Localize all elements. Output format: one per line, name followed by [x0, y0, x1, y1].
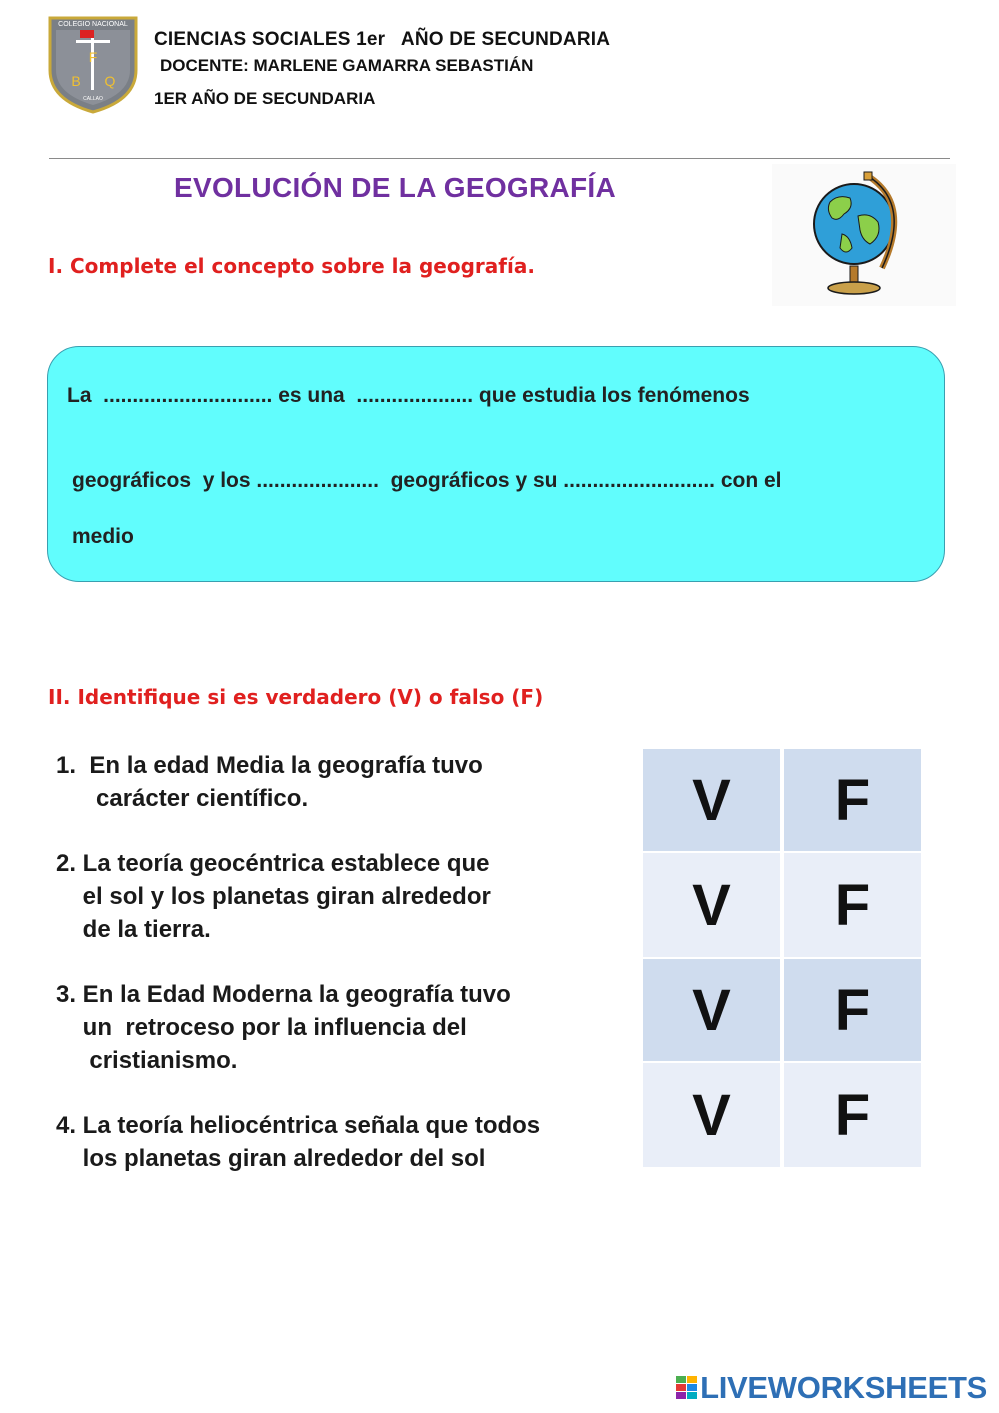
concept-line-1: La ............................. es una .................... que estudia los fenómenos: [67, 384, 750, 407]
statement-1: 1. En la edad Media la geografía tuvo carácter científico.: [56, 752, 483, 812]
header-divider: [49, 158, 950, 159]
svg-text:COLEGIO NACIONAL: COLEGIO NACIONAL: [58, 21, 128, 28]
section-2-heading: II. Identifique si es verdadero (V) o falso (F): [48, 685, 544, 709]
statement-3: 3. En la Edad Moderna la geografía tuvo un retroceso por la influencia del cristianismo.: [56, 981, 511, 1074]
svg-text:Q: Q: [104, 73, 116, 89]
teacher-line: DOCENTE: MARLENE GAMARRA SEBASTIÁN: [160, 56, 534, 75]
section-1-heading: I. Complete el concepto sobre la geografía.: [48, 254, 535, 278]
statement-2: 2. La teoría geocéntrica establece que el sol y los planetas giran alrededor de la tierra.: [56, 850, 491, 943]
concept-box: [47, 346, 945, 582]
page-title: EVOLUCIÓN DE LA GEOGRAFÍA: [174, 172, 617, 203]
statement-4: 4. La teoría heliocéntrica señala que todos los planetas giran alrededor del sol: [56, 1112, 541, 1172]
svg-text:B: B: [71, 73, 81, 89]
option-f-4[interactable]: F: [784, 1063, 921, 1167]
brand-text: LIVEWORKSHEETS: [700, 1370, 987, 1405]
svg-text:CALLAO: CALLAO: [83, 96, 103, 102]
option-v-4[interactable]: V: [643, 1063, 780, 1167]
liveworksheets-logo-icon: [676, 1374, 698, 1402]
option-f-3[interactable]: F: [784, 959, 921, 1061]
option-v-2[interactable]: V: [643, 853, 780, 957]
concept-line-3: medio: [72, 525, 134, 548]
option-v-1[interactable]: V: [643, 749, 780, 851]
concept-line-2: geográficos y los ..................... geográficos y su .......................... con el: [72, 469, 782, 492]
course-line: CIENCIAS SOCIALES 1er AÑO DE SECUNDARIA: [154, 29, 611, 50]
svg-text:F: F: [88, 49, 98, 65]
liveworksheets-brand: [676, 1370, 987, 1406]
option-v-3[interactable]: V: [643, 959, 780, 1061]
globe-icon: [772, 164, 956, 306]
true-false-grid: [643, 749, 921, 1167]
grade-line: 1ER AÑO DE SECUNDARIA: [154, 89, 376, 108]
school-crest-logo: [46, 14, 140, 114]
option-f-2[interactable]: F: [784, 853, 921, 957]
option-f-1[interactable]: F: [784, 749, 921, 851]
